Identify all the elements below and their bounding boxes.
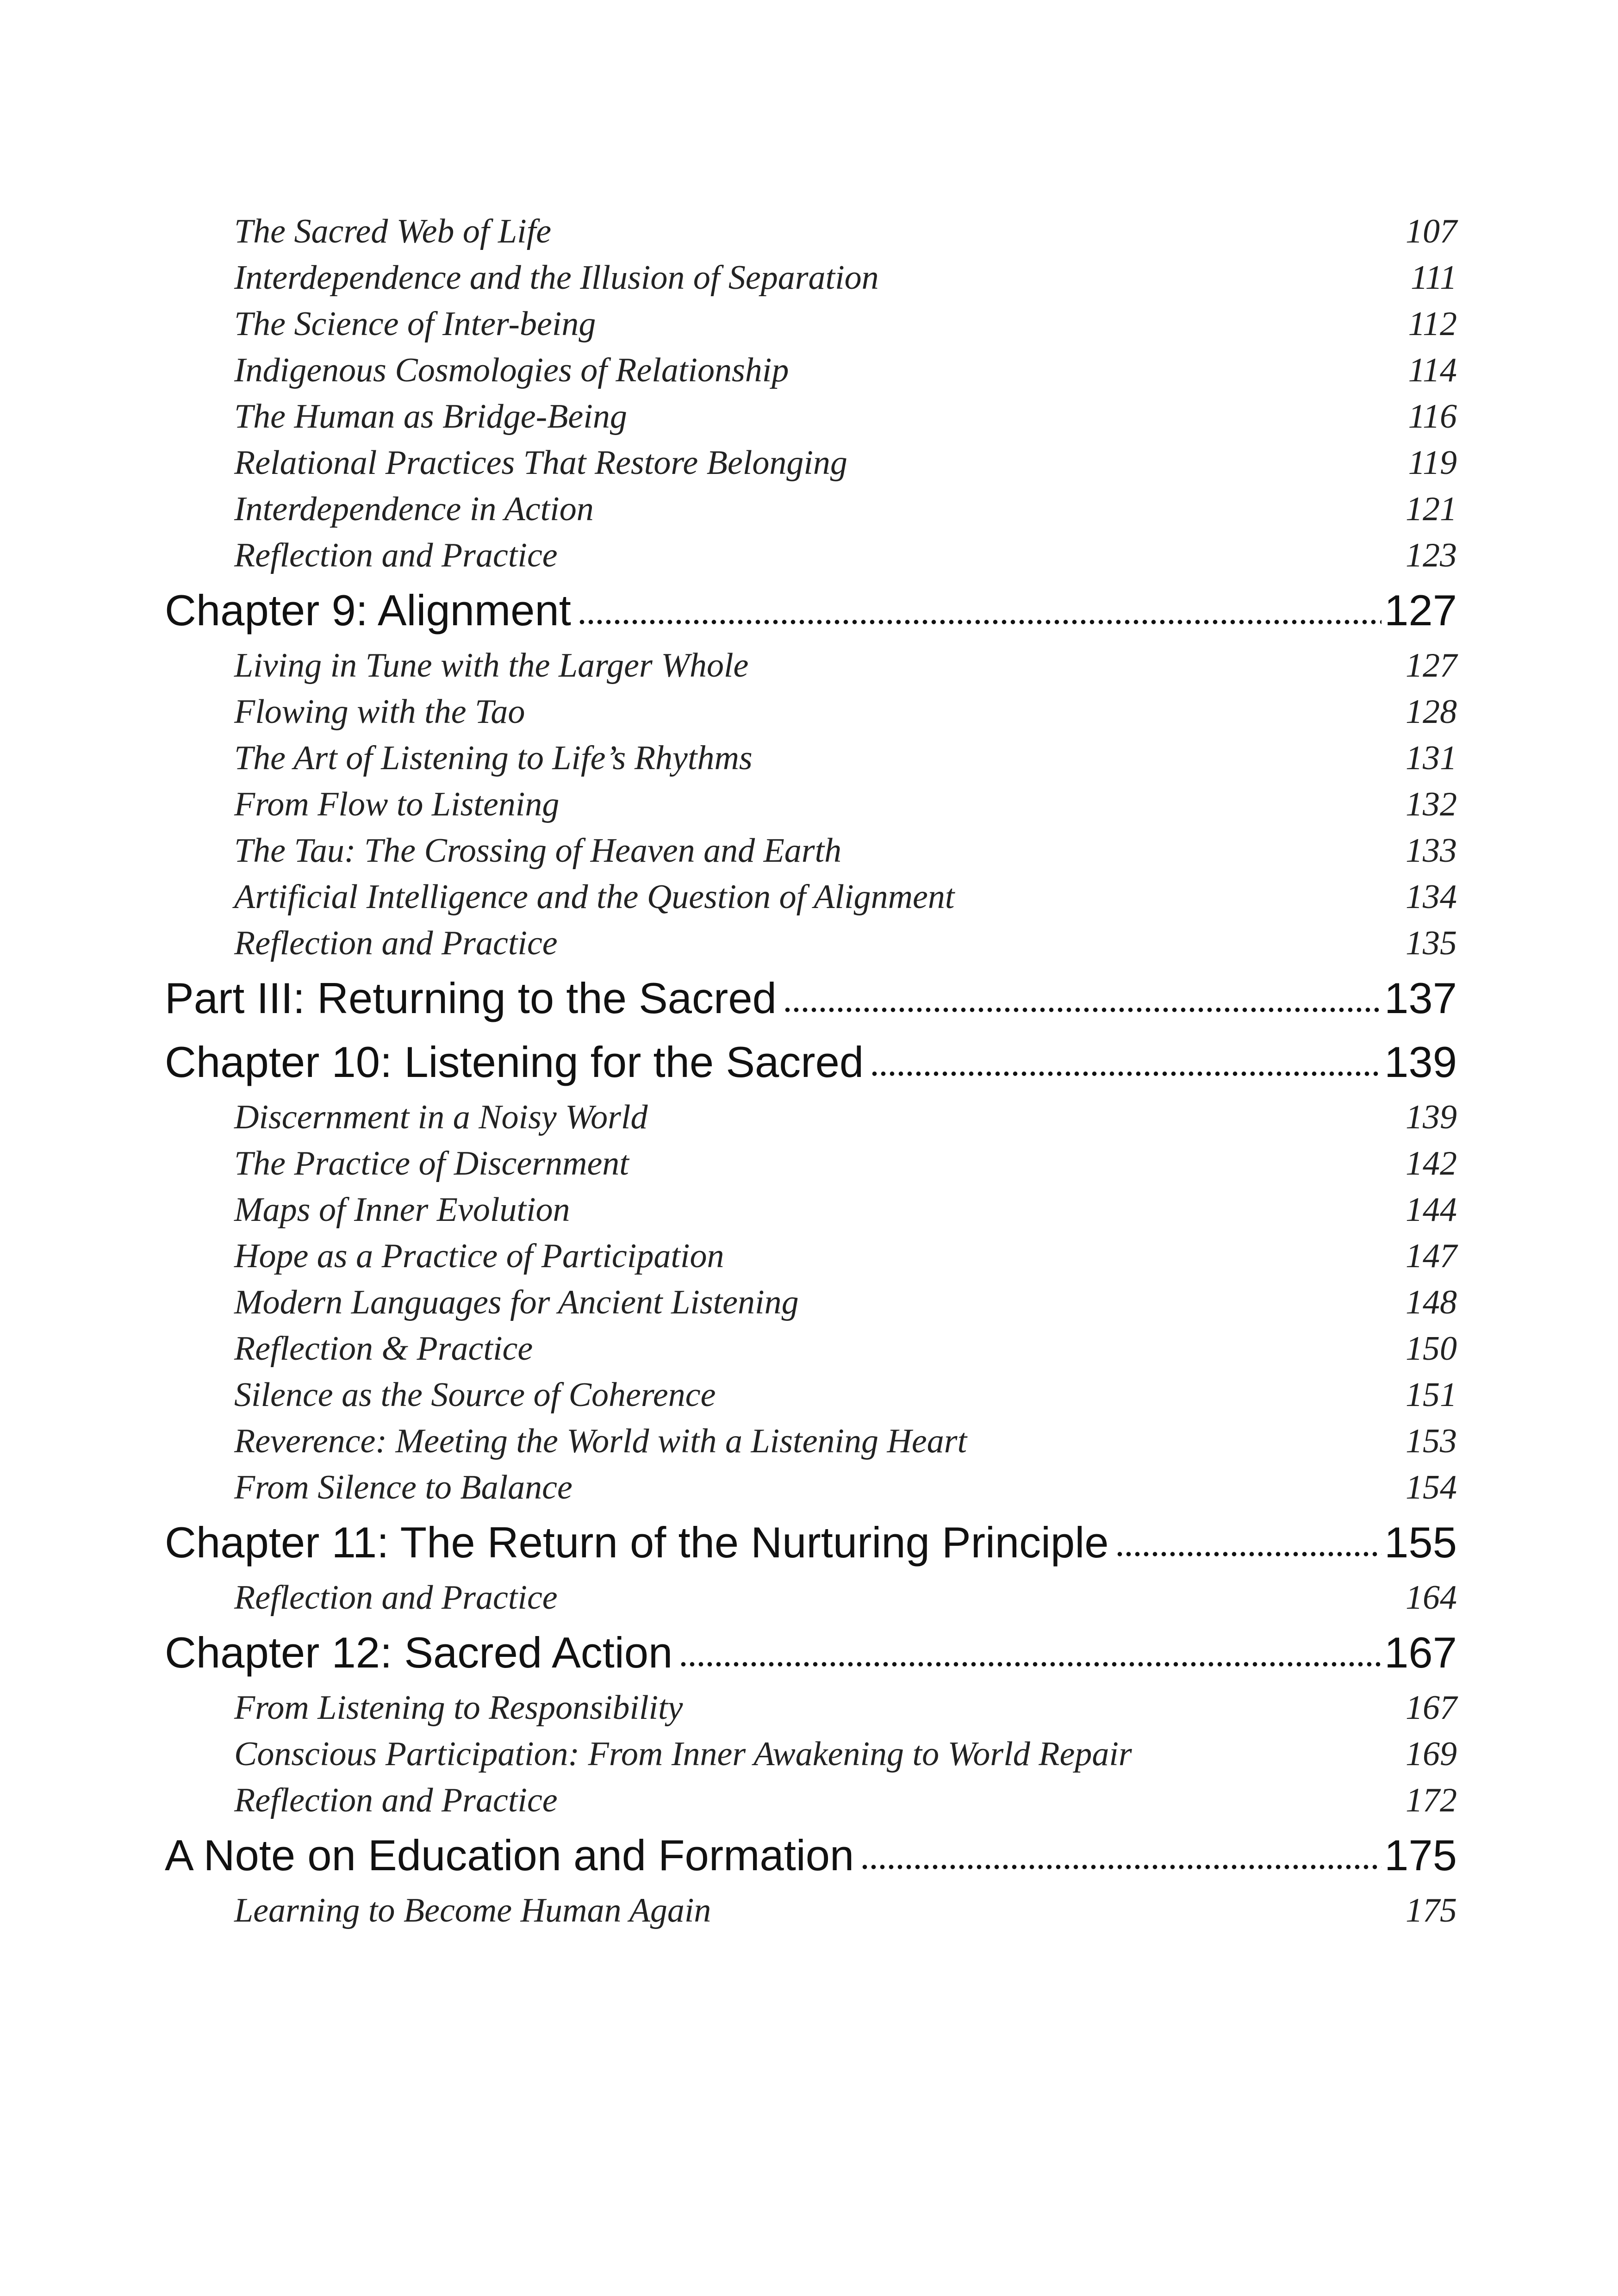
toc-subentry-row — [165, 781, 1457, 828]
page-number: 127 — [1406, 647, 1457, 684]
page-number: 175 — [1406, 1892, 1457, 1929]
toc-subentry-title: Discernment in a Noisy World — [234, 1098, 648, 1136]
page-number: 127 — [1384, 586, 1457, 635]
toc-subentry-row — [165, 1233, 1457, 1279]
page-number: 139 — [1406, 1098, 1457, 1136]
toc-subentry-title: The Science of Inter-being — [234, 305, 596, 343]
toc-subentry-row — [165, 828, 1457, 874]
toc-subentry-title: Relational Practices That Restore Belonging — [234, 444, 847, 482]
page-number: 114 — [1408, 351, 1457, 389]
dot-leader — [679, 1662, 1382, 1667]
toc-heading-row — [165, 1621, 1457, 1685]
toc-subentry-row — [165, 735, 1457, 781]
toc-subentry-title: Conscious Participation: From Inner Awakening to World Repair — [234, 1735, 1132, 1773]
toc-subentry-title: The Human as Bridge-Being — [234, 398, 627, 436]
toc-subentry-title: Reflection and Practice — [234, 924, 558, 962]
toc-subentry-title: Reverence: Meeting the World with a Listening Heart — [234, 1422, 967, 1460]
page-number: 132 — [1406, 785, 1457, 823]
toc-subentry-row — [165, 1094, 1457, 1140]
dot-leader — [870, 1071, 1382, 1076]
page-number: 133 — [1406, 832, 1457, 870]
toc-subentry-title: Interdependence in Action — [234, 490, 594, 528]
toc-heading-row — [165, 1823, 1457, 1887]
page-number: 148 — [1406, 1283, 1457, 1321]
toc-subentry-title: The Sacred Web of Life — [234, 212, 552, 250]
toc-heading-title: Part III: Returning to the Sacred — [165, 974, 777, 1022]
toc-subentry-title: The Practice of Discernment — [234, 1145, 629, 1182]
page-number: 142 — [1406, 1145, 1457, 1182]
table-of-contents — [165, 208, 1457, 1934]
page-number: 150 — [1406, 1330, 1457, 1368]
toc-heading-row — [165, 1511, 1457, 1574]
toc-subentry-row — [165, 347, 1457, 393]
page-number: 116 — [1408, 398, 1457, 436]
toc-subentry-title: Artificial Intelligence and the Question of Alignment — [234, 878, 955, 916]
page-number: 175 — [1384, 1831, 1457, 1879]
page-number: 135 — [1406, 924, 1457, 962]
toc-subentry-row — [165, 1140, 1457, 1187]
page-number: 111 — [1410, 259, 1457, 297]
page-number: 123 — [1406, 536, 1457, 574]
toc-subentry-row — [165, 486, 1457, 532]
toc-subentry-row — [165, 874, 1457, 920]
dot-leader — [783, 1008, 1382, 1012]
page-number: 137 — [1384, 974, 1457, 1022]
toc-subentry-row — [165, 208, 1457, 255]
toc-subentry-row — [165, 1887, 1457, 1934]
page-number: 151 — [1406, 1376, 1457, 1414]
toc-heading-row — [165, 579, 1457, 642]
toc-subentry-title: The Tau: The Crossing of Heaven and Earth — [234, 832, 842, 870]
page-number: 169 — [1406, 1735, 1457, 1773]
toc-heading-row — [165, 1030, 1457, 1094]
page-number: 119 — [1408, 444, 1457, 482]
toc-subentry-title: Flowing with the Tao — [234, 693, 525, 731]
toc-subentry-title: Indigenous Cosmologies of Relationship — [234, 351, 789, 389]
page-number: 167 — [1406, 1689, 1457, 1727]
page-number: 112 — [1408, 305, 1457, 343]
toc-subentry-row — [165, 440, 1457, 486]
page-number: 155 — [1384, 1518, 1457, 1567]
toc-subentry-title: Learning to Become Human Again — [234, 1892, 711, 1929]
toc-subentry-title: From Flow to Listening — [234, 785, 560, 823]
toc-heading-title: Chapter 11: The Return of the Nurturing Principle — [165, 1518, 1109, 1567]
toc-subentry-row — [165, 1731, 1457, 1777]
toc-subentry-row — [165, 532, 1457, 579]
toc-subentry-title: Living in Tune with the Larger Whole — [234, 647, 749, 684]
toc-heading-title: Chapter 12: Sacred Action — [165, 1628, 673, 1677]
page-number: 121 — [1406, 490, 1457, 528]
toc-subentry-row — [165, 255, 1457, 301]
toc-subentry-title: Reflection and Practice — [234, 1781, 558, 1819]
toc-heading-title: Chapter 10: Listening for the Sacred — [165, 1038, 864, 1086]
toc-subentry-title: The Art of Listening to Life’s Rhythms — [234, 739, 753, 777]
toc-subentry-title: Reflection and Practice — [234, 1579, 558, 1617]
toc-subentry-row — [165, 689, 1457, 735]
toc-heading-title: A Note on Education and Formation — [165, 1831, 854, 1879]
toc-subentry-title: Modern Languages for Ancient Listening — [234, 1283, 799, 1321]
page-number: 167 — [1384, 1628, 1457, 1677]
toc-subentry-title: Interdependence and the Illusion of Separation — [234, 259, 879, 297]
page-number: 144 — [1406, 1191, 1457, 1229]
page-number: 139 — [1384, 1038, 1457, 1086]
toc-subentry-row — [165, 920, 1457, 966]
page-number: 134 — [1406, 878, 1457, 916]
toc-subentry-row — [165, 1464, 1457, 1511]
toc-heading-row — [165, 966, 1457, 1030]
dot-leader — [1115, 1552, 1382, 1556]
dot-leader — [860, 1865, 1382, 1869]
toc-subentry-title: From Listening to Responsibility — [234, 1689, 683, 1727]
toc-subentry-title: Reflection and Practice — [234, 536, 558, 574]
page-number: 107 — [1406, 212, 1457, 250]
toc-subentry-row — [165, 1574, 1457, 1621]
toc-subentry-title: Hope as a Practice of Participation — [234, 1237, 724, 1275]
page-number: 164 — [1406, 1579, 1457, 1617]
dot-leader — [578, 620, 1382, 624]
toc-subentry-row — [165, 642, 1457, 689]
toc-subentry-row — [165, 393, 1457, 440]
toc-subentry-title: From Silence to Balance — [234, 1468, 573, 1506]
toc-subentry-row — [165, 301, 1457, 347]
toc-heading-title: Chapter 9: Alignment — [165, 586, 571, 635]
toc-subentry-row — [165, 1372, 1457, 1418]
toc-subentry-row — [165, 1418, 1457, 1464]
page-number: 172 — [1406, 1781, 1457, 1819]
toc-subentry-row — [165, 1325, 1457, 1372]
toc-subentry-row — [165, 1777, 1457, 1823]
page-number: 153 — [1406, 1422, 1457, 1460]
toc-subentry-row — [165, 1187, 1457, 1233]
toc-subentry-title: Reflection & Practice — [234, 1330, 533, 1368]
toc-subentry-title: Silence as the Source of Coherence — [234, 1376, 716, 1414]
toc-subentry-row — [165, 1279, 1457, 1325]
toc-subentry-row — [165, 1685, 1457, 1731]
page-number: 154 — [1406, 1468, 1457, 1506]
page-number: 131 — [1406, 739, 1457, 777]
page-number: 128 — [1406, 693, 1457, 731]
toc-subentry-title: Maps of Inner Evolution — [234, 1191, 570, 1229]
page-number: 147 — [1406, 1237, 1457, 1275]
